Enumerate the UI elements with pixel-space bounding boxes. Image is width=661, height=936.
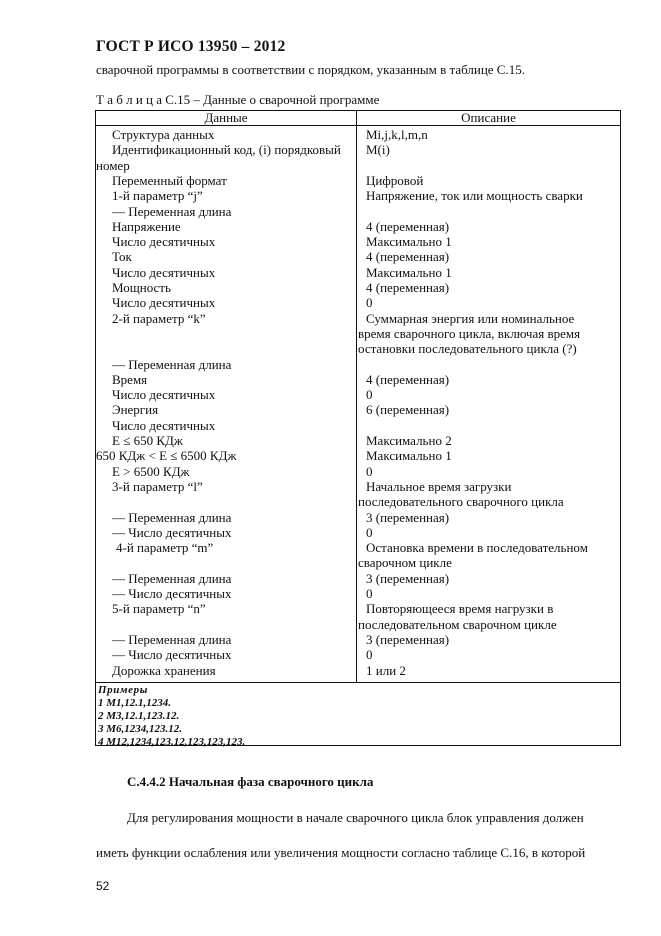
paragraph-line: Для регулирования мощности в начале сварочного цикла блок управления должен	[127, 810, 584, 825]
cell-description: 4 (переменная)	[366, 371, 450, 387]
cell-data: — Переменная длина	[112, 570, 232, 586]
cell-data: — Число десятичных	[112, 524, 232, 540]
cell-data: 1-й параметр “j”	[112, 188, 203, 204]
cell-data: Ток	[112, 249, 132, 265]
cell-data: — Переменная длина	[112, 631, 232, 647]
cell-data: 650 КДж < E ≤ 6500 КДж	[96, 448, 237, 464]
paragraph-line: иметь функции ослабления или увеличения мощности согласно таблице С.16, в которой	[96, 845, 586, 860]
cell-data: Идентификационный код, (i) порядковый	[112, 142, 341, 158]
cell-description: 0	[366, 387, 373, 403]
cell-description: M(i)	[366, 142, 390, 158]
cell-description: 4 (переменная)	[366, 280, 450, 295]
cell-description: 0	[366, 524, 373, 540]
cell-data: Структура данных	[112, 127, 215, 142]
cell-data: — Число десятичных	[112, 647, 232, 663]
intro-text: сварочной программы в соответствии с порядком, указанным в таблице С.15.	[96, 62, 525, 77]
cell-description: Максимально 1	[366, 264, 452, 280]
examples-title: Примеры	[98, 684, 148, 696]
cell-description: Начальное время загрузки	[366, 478, 512, 494]
cell-description: время сварочного цикла, включая время	[358, 325, 581, 341]
cell-data: Напряжение	[112, 218, 181, 234]
cell-description: Максимально 1	[366, 234, 452, 250]
cell-data: Мощность	[112, 280, 171, 295]
example-item: 1 M1,12.1,1234.	[98, 697, 172, 709]
cell-description: 4 (переменная)	[366, 218, 450, 234]
example-item: 3 M6,1234,123.12.	[98, 723, 183, 735]
cell-data: — Переменная длина	[112, 203, 232, 219]
cell-description: Суммарная энергия или номинальное	[366, 310, 575, 326]
cell-data: E ≤ 650 КДж	[112, 433, 183, 448]
cell-description: Максимально 2	[366, 433, 452, 448]
cell-description: последовательном сварочном цикле	[358, 616, 557, 632]
welding-program-table	[95, 110, 621, 746]
cell-data: Переменный формат	[112, 172, 227, 188]
cell-data: 3-й параметр “l”	[112, 478, 203, 494]
cell-data: 4-й параметр “m”	[116, 540, 214, 556]
cell-description: Цифровой	[366, 172, 424, 188]
column-divider	[356, 111, 357, 682]
cell-data: Число десятичных	[112, 295, 216, 311]
cell-data: — Переменная длина	[112, 509, 232, 525]
cell-description: 0	[366, 295, 373, 311]
cell-data: E > 6500 КДж	[112, 463, 190, 479]
cell-description: 0	[366, 647, 373, 663]
cell-description: Повторяющееся время нагрузки в	[366, 601, 554, 617]
cell-description: 3 (переменная)	[366, 570, 450, 586]
cell-data: — Переменная длина	[112, 356, 232, 372]
cell-description: 1 или 2	[366, 662, 406, 678]
cell-description: 6 (переменная)	[366, 402, 450, 418]
table-caption: Т а б л и ц а С.15 – Данные о сварочной программе	[96, 92, 380, 107]
cell-data: Время	[112, 371, 148, 387]
header-divider	[96, 125, 620, 126]
cell-description: остановки последовательного цикла (?)	[358, 341, 577, 357]
cell-data: Число десятичных	[112, 234, 216, 250]
cell-data: Энергия	[112, 402, 159, 418]
cell-data: Число десятичных	[112, 387, 216, 403]
column-header-description: Описание	[461, 110, 516, 125]
cell-description: Остановка времени в последовательном	[366, 540, 588, 556]
cell-data: 5-й параметр “n”	[112, 601, 206, 617]
cell-description: 3 (переменная)	[366, 509, 450, 525]
example-item: 2 M3,12.1,123.12.	[98, 710, 180, 722]
cell-description: 4 (переменная)	[366, 249, 450, 265]
column-header-data: Данные	[204, 110, 248, 125]
cell-data: Дорожка хранения	[112, 662, 216, 678]
document-header: ГОСТ Р ИСО 13950 – 2012	[96, 38, 286, 55]
cell-description: Mi,j,k,l,m,n	[366, 127, 428, 142]
example-item: 4 M12,1234,123.12,123,123,123.	[98, 736, 246, 748]
cell-data: — Число десятичных	[112, 586, 232, 601]
cell-description: Напряжение, ток или мощность сварки	[366, 188, 583, 204]
cell-description: сварочном цикле	[358, 555, 452, 571]
cell-description: последовательного сварочного цикла	[358, 494, 564, 510]
page-number: 52	[96, 879, 110, 893]
examples-divider	[96, 682, 620, 683]
cell-data: Число десятичных	[112, 264, 216, 280]
cell-data: Число десятичных	[112, 417, 216, 433]
cell-description: 0	[366, 463, 373, 479]
section-title: С.4.4.2 Начальная фаза сварочного цикла	[127, 774, 374, 789]
cell-description: 3 (переменная)	[366, 631, 450, 647]
cell-description: 0	[366, 586, 373, 601]
cell-data: номер	[96, 157, 130, 173]
cell-data: 2-й параметр “k”	[112, 310, 206, 326]
cell-description: Максимально 1	[366, 448, 452, 464]
